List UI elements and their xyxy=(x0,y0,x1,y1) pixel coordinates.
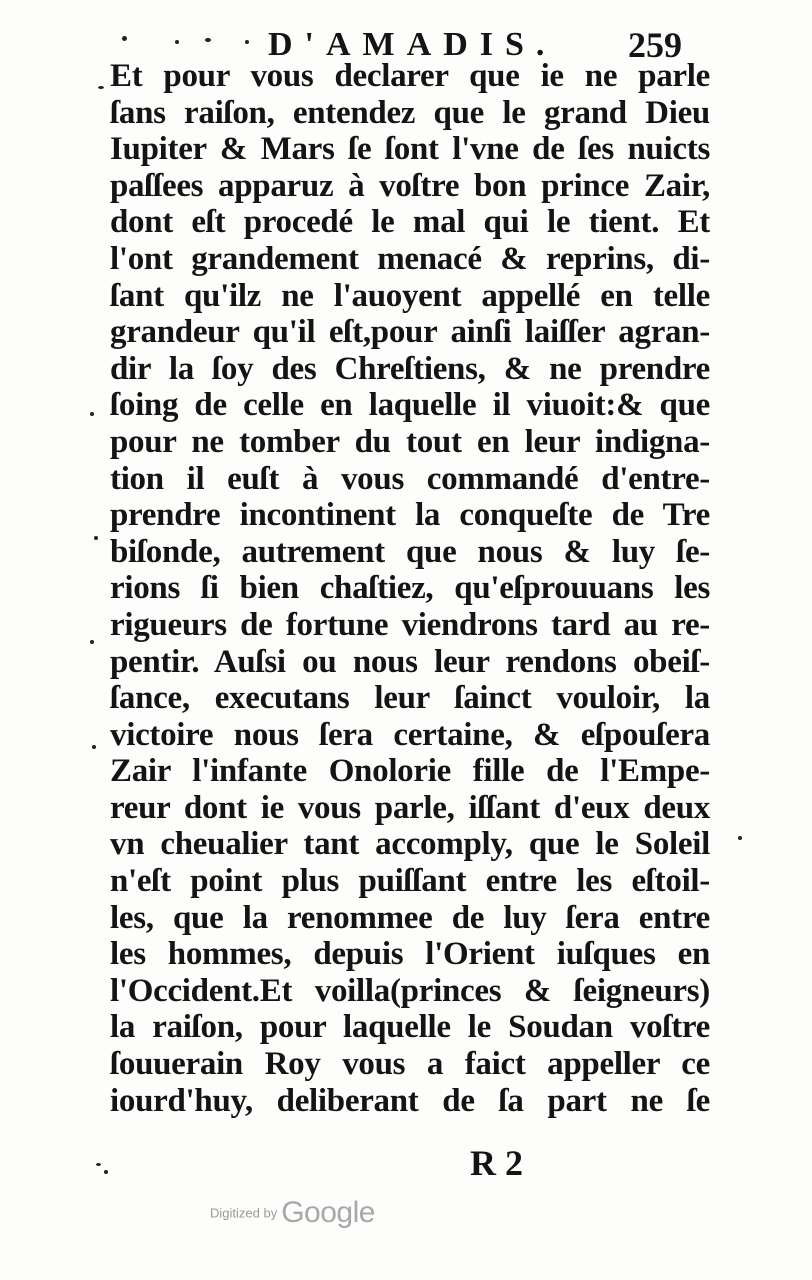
scan-speck xyxy=(205,38,211,42)
digitization-watermark xyxy=(210,1196,375,1230)
running-head: D'AMADIS. xyxy=(268,26,557,63)
text-line: rions ſi bien chaſtiez, qu'eſprouuans les xyxy=(110,570,710,607)
text-line: ſance, executans leur ſainct vouloir, la xyxy=(110,680,710,717)
scan-speck xyxy=(98,86,104,89)
text-line: l'ont grandement menacé & reprins, di- xyxy=(110,240,710,277)
text-line: pentir. Auſsi ou nous leur rendons obeiſ- xyxy=(110,643,710,680)
text-line: Et pour vous declarer que ie ne parle xyxy=(110,58,710,94)
scan-speck xyxy=(90,412,94,416)
scan-speck xyxy=(175,40,179,44)
scan-speck xyxy=(94,536,98,540)
scan-speck xyxy=(245,40,249,44)
text-line: l'Occident.Et voilla(princes & ſeigneurs) xyxy=(110,972,710,1009)
scan-speck xyxy=(738,836,742,840)
text-line: Zair l'infante Onolorie fille de l'Empe- xyxy=(110,753,710,790)
text-line: dont eſt procedé le mal qui le tient. Et xyxy=(110,204,710,241)
text-line: n'eſt point plus puiſſant entre les eſtoil- xyxy=(110,863,710,900)
text-line: Iupiter & Mars ſe ſont l'vne de ſes nuicts xyxy=(110,131,710,168)
text-line: ſouuerain Roy vous a faict appeller ce xyxy=(110,1046,710,1083)
text-line: victoire nous ſera certaine, & eſpouſera xyxy=(110,716,710,753)
text-line: pour ne tomber du tout en leur indigna- xyxy=(110,423,710,460)
text-line: tion il euſt à vous commandé d'entre- xyxy=(110,460,710,497)
text-line: les, que la renommee de luy ſera entre xyxy=(110,899,710,936)
digitized-by-label: Digitized by xyxy=(210,1205,278,1221)
text-line: reur dont ie vous parle, iſſant d'eux deux xyxy=(110,789,710,826)
text-line: dir la ſoy des Chreſtiens, & ne prendre xyxy=(110,350,710,387)
text-line: prendre incontinent la conqueſte de Tre xyxy=(110,497,710,534)
scan-speck xyxy=(96,1163,101,1166)
scan-speck xyxy=(122,36,127,41)
text-line: iourd'huy, deliberant de ſa part ne ſe xyxy=(110,1082,710,1119)
text-line: ſoing de celle en laquelle il viuoit:& que xyxy=(110,387,710,424)
text-line: paſſees apparuz à voſtre bon prince Zair, xyxy=(110,167,710,204)
scan-speck xyxy=(90,640,94,644)
scan-speck xyxy=(104,1170,108,1174)
text-line: la raiſon, pour laquelle le Soudan voſtre xyxy=(110,1009,710,1046)
signature-mark: R 2 xyxy=(470,1143,523,1183)
text-line: ſans raiſon, entendez que le grand Dieu xyxy=(110,94,710,131)
text-line: ſant qu'ilz ne l'auoyent appellé en telle xyxy=(110,277,710,314)
text-line: rigueurs de fortune viendrons tard au re- xyxy=(110,606,710,643)
google-logo: Google xyxy=(281,1196,375,1229)
text-line: grandeur qu'il eſt,pour ainſi laiſſer agran- xyxy=(110,314,710,351)
page-number: 259 xyxy=(628,25,682,65)
text-line: biſonde, autrement que nous & luy ſe- xyxy=(110,533,710,570)
text-line: les hommes, depuis l'Orient iuſques en xyxy=(110,936,710,973)
text-line: vn cheualier tant accomply, que le Soleil xyxy=(110,826,710,863)
scan-speck xyxy=(92,745,96,749)
body-text xyxy=(110,58,710,1119)
